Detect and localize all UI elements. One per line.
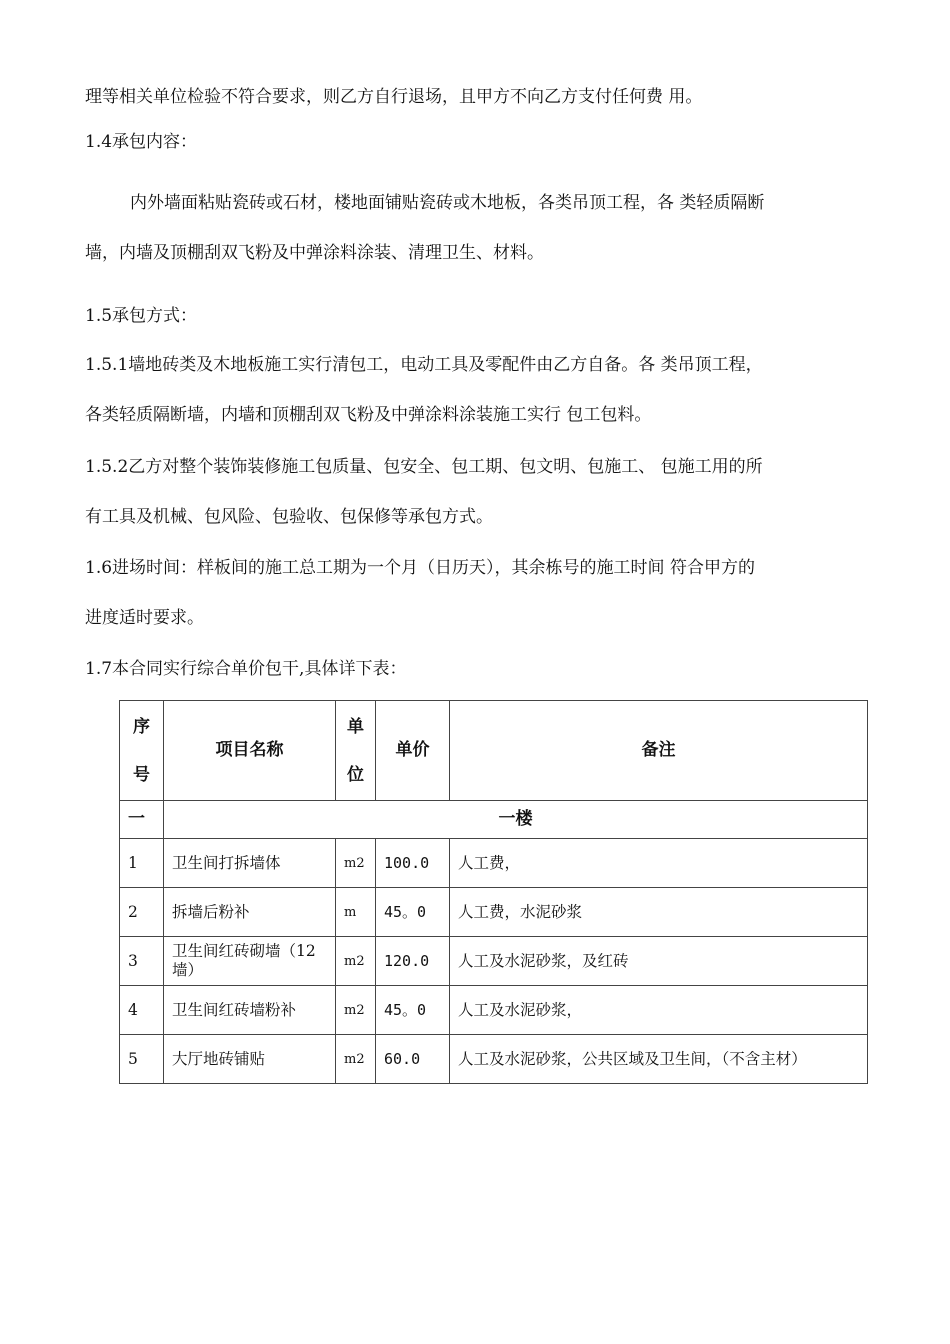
paragraph-line: 1.5.1墙地砖类及木地板施工实行清包工，电动工具及零配件由乙方自备。各 类吊顶工程，: [85, 355, 763, 375]
row-remark: 人工费，: [450, 839, 868, 888]
row-name: 卫生间打拆墙体: [164, 839, 336, 888]
header-unit: [336, 701, 376, 801]
row-price: 45。0: [376, 986, 450, 1035]
row-index: 1: [120, 839, 164, 888]
paragraph-line: 有工具及机械、包风险、包验收、包保修等承包方式。: [85, 507, 493, 527]
header-seq-line2: 号: [133, 764, 150, 785]
row-remark: 人工及水泥砂浆，: [450, 986, 868, 1035]
table-row: [120, 888, 868, 937]
header-unit-line1: 单: [347, 716, 364, 737]
row-index: 2: [120, 888, 164, 937]
unit-price-table: [119, 700, 868, 1084]
paragraph-line: 1.6进场时间：样板间的施工总工期为一个月（日历天），其余栋号的施工时间 符合甲方的: [85, 558, 755, 578]
table-row: [120, 937, 868, 986]
row-remark: 人工及水泥砂浆，公共区域及卫生间，（不含主材）: [450, 1035, 868, 1084]
row-unit: m2: [336, 937, 376, 986]
row-price: 100.0: [376, 839, 450, 888]
section-heading-1-5: 1.5承包方式：: [85, 306, 198, 326]
row-name: 拆墙后粉补: [164, 888, 336, 937]
header-name: 项目名称: [164, 701, 336, 801]
paragraph-line: 理等相关单位检验不符合要求，则乙方自行退场，且甲方不向乙方支付任何费 用。: [85, 87, 703, 107]
paragraph-line: 各类轻质隔断墙，内墙和顶棚刮双飞粉及中弹涂料涂装施工实行 包工包料。: [85, 405, 652, 425]
header-unit-line2: 位: [347, 764, 364, 785]
table-header-row: [120, 701, 868, 801]
row-name: 卫生间红砖墙粉补: [164, 986, 336, 1035]
row-name: 大厅地砖铺贴: [164, 1035, 336, 1084]
paragraph-line: 内外墙面粘贴瓷砖或石材，楼地面铺贴瓷砖或木地板，各类吊顶工程，各 类轻质隔断: [130, 193, 765, 213]
table-row: [120, 1035, 868, 1084]
section-heading-1-4: 1.4承包内容：: [85, 132, 198, 152]
section-row: [120, 801, 868, 839]
row-name: 卫生间红砖砌墙（12 墙）: [164, 937, 336, 986]
table-row: [120, 986, 868, 1035]
row-unit: m: [336, 888, 376, 937]
paragraph-line: 墙，内墙及顶棚刮双飞粉及中弹涂料涂装、清理卫生、材料。: [85, 243, 544, 263]
paragraph-line: 1.5.2乙方对整个装饰装修施工包质量、包安全、包工期、包文明、包施工、 包施工用的所: [85, 457, 763, 477]
row-price: 120.0: [376, 937, 450, 986]
header-seq-line1: 序: [133, 716, 150, 737]
row-unit: m2: [336, 839, 376, 888]
row-price: 45。0: [376, 888, 450, 937]
table-row: [120, 839, 868, 888]
header-seq: [120, 701, 164, 801]
header-remark: 备注: [450, 701, 868, 801]
row-unit: m2: [336, 986, 376, 1035]
row-remark: 人工及水泥砂浆，及红砖: [450, 937, 868, 986]
row-unit: m2: [336, 1035, 376, 1084]
section-index: 一: [120, 801, 164, 839]
section-heading-1-7: 1.7本合同实行综合单价包干,具体详下表：: [85, 659, 407, 679]
row-index: 4: [120, 986, 164, 1035]
section-title: 一楼: [164, 801, 868, 839]
row-index: 3: [120, 937, 164, 986]
row-index: 5: [120, 1035, 164, 1084]
row-remark: 人工费，水泥砂浆: [450, 888, 868, 937]
paragraph-line: 进度适时要求。: [85, 608, 204, 628]
row-price: 60.0: [376, 1035, 450, 1084]
header-price: 单价: [376, 701, 450, 801]
